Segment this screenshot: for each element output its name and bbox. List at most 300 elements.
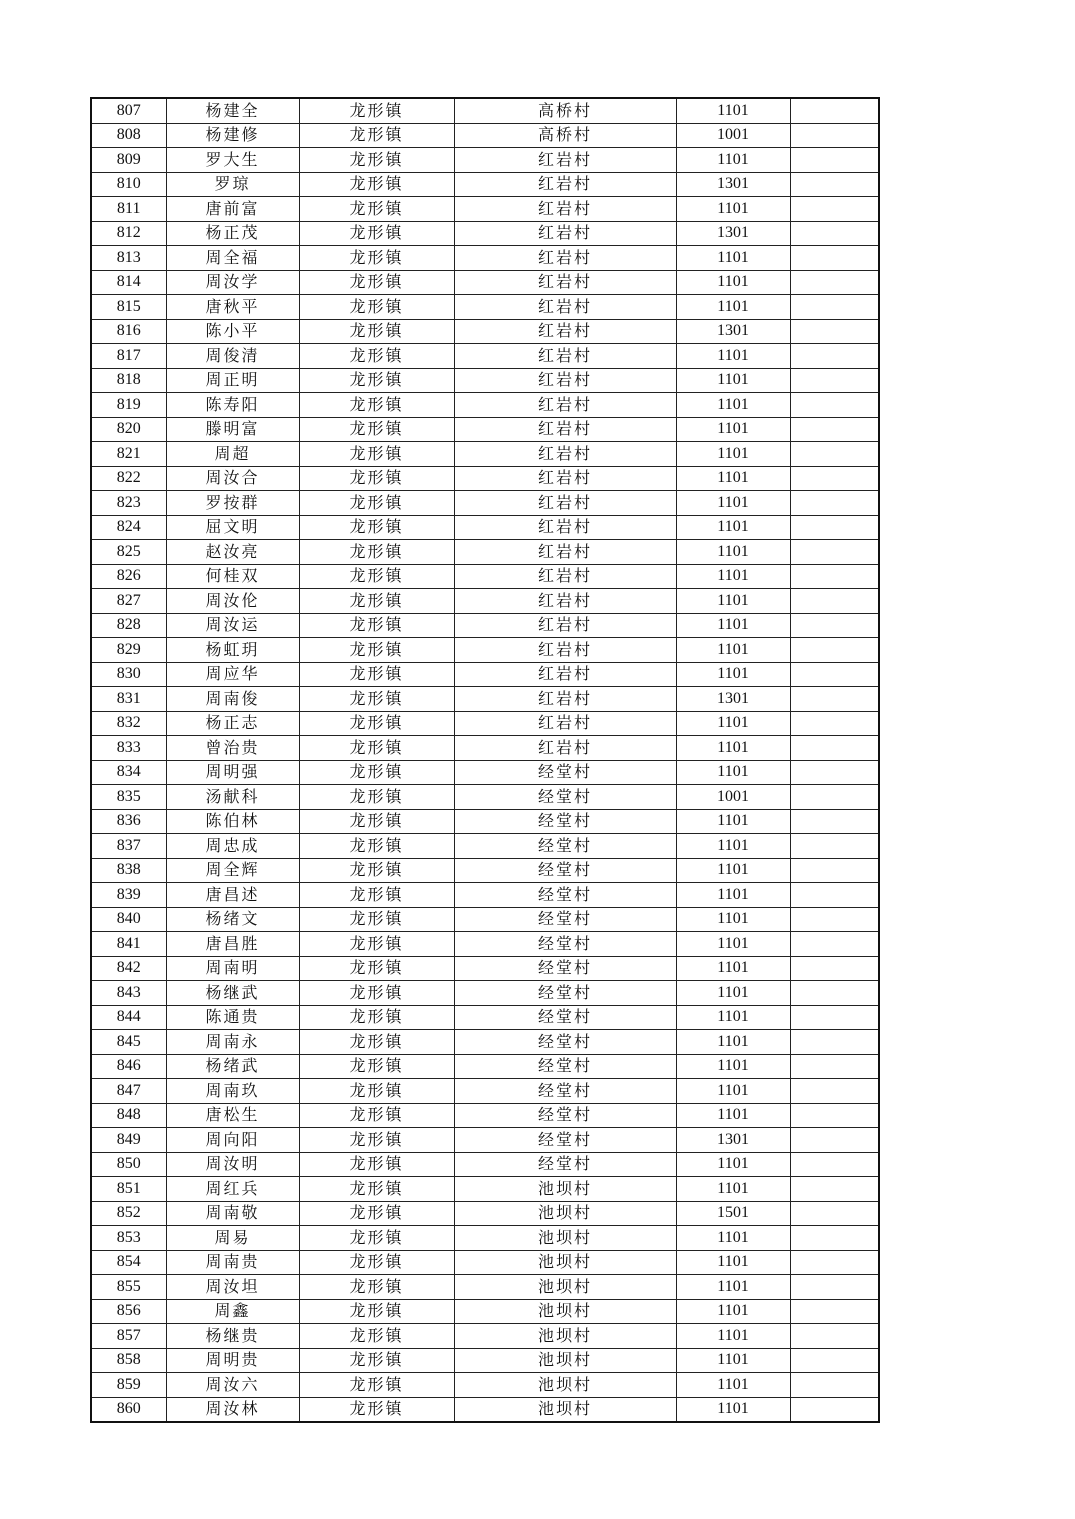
table-row (91, 417, 879, 442)
cell-village: 红岩村 (454, 711, 676, 736)
cell-code: 1101 (676, 809, 790, 834)
cell-number: 829 (91, 638, 166, 663)
table-row (91, 295, 879, 320)
cell-code: 1301 (676, 319, 790, 344)
cell-town: 龙形镇 (299, 1079, 454, 1104)
cell-town: 龙形镇 (299, 760, 454, 785)
cell-number: 836 (91, 809, 166, 834)
cell-number: 840 (91, 907, 166, 932)
cell-code: 1101 (676, 662, 790, 687)
cell-town: 龙形镇 (299, 172, 454, 197)
cell-note (790, 1103, 879, 1128)
cell-village: 池坝村 (454, 1275, 676, 1300)
cell-town: 龙形镇 (299, 1103, 454, 1128)
cell-code: 1101 (676, 711, 790, 736)
cell-name: 唐昌述 (166, 883, 299, 908)
cell-name: 杨建全 (166, 98, 299, 123)
cell-town: 龙形镇 (299, 687, 454, 712)
cell-town: 龙形镇 (299, 1030, 454, 1055)
cell-village: 经堂村 (454, 785, 676, 810)
table-row (91, 785, 879, 810)
cell-number: 834 (91, 760, 166, 785)
cell-code: 1101 (676, 564, 790, 589)
cell-note (790, 393, 879, 418)
cell-name: 周南玖 (166, 1079, 299, 1104)
table-row (91, 809, 879, 834)
table-row (91, 1005, 879, 1030)
table-row (91, 736, 879, 761)
cell-code: 1101 (676, 834, 790, 859)
table-row (91, 907, 879, 932)
cell-number: 855 (91, 1275, 166, 1300)
cell-name: 周全福 (166, 246, 299, 271)
cell-note (790, 319, 879, 344)
cell-town: 龙形镇 (299, 1226, 454, 1251)
cell-code: 1101 (676, 613, 790, 638)
table-row (91, 393, 879, 418)
cell-note (790, 1373, 879, 1398)
cell-note (790, 295, 879, 320)
cell-village: 红岩村 (454, 589, 676, 614)
table-row (91, 466, 879, 491)
cell-village: 池坝村 (454, 1177, 676, 1202)
cell-code: 1101 (676, 1030, 790, 1055)
cell-code: 1101 (676, 1054, 790, 1079)
cell-code: 1001 (676, 123, 790, 148)
cell-number: 849 (91, 1128, 166, 1153)
cell-village: 池坝村 (454, 1250, 676, 1275)
cell-note (790, 564, 879, 589)
cell-town: 龙形镇 (299, 197, 454, 222)
cell-town: 龙形镇 (299, 466, 454, 491)
cell-name: 周忠成 (166, 834, 299, 859)
cell-name: 赵汝亮 (166, 540, 299, 565)
cell-name: 周南敬 (166, 1201, 299, 1226)
cell-town: 龙形镇 (299, 393, 454, 418)
cell-code: 1101 (676, 736, 790, 761)
cell-number: 854 (91, 1250, 166, 1275)
cell-code: 1101 (676, 148, 790, 173)
cell-number: 860 (91, 1397, 166, 1422)
cell-number: 813 (91, 246, 166, 271)
cell-note (790, 368, 879, 393)
cell-name: 何桂双 (166, 564, 299, 589)
cell-town: 龙形镇 (299, 540, 454, 565)
cell-town: 龙形镇 (299, 123, 454, 148)
cell-town: 龙形镇 (299, 564, 454, 589)
cell-village: 红岩村 (454, 736, 676, 761)
cell-name: 周明强 (166, 760, 299, 785)
cell-village: 经堂村 (454, 760, 676, 785)
cell-village: 经堂村 (454, 1152, 676, 1177)
cell-note (790, 270, 879, 295)
cell-number: 843 (91, 981, 166, 1006)
cell-village: 经堂村 (454, 883, 676, 908)
cell-number: 818 (91, 368, 166, 393)
cell-code: 1301 (676, 1128, 790, 1153)
cell-code: 1101 (676, 393, 790, 418)
cell-note (790, 1275, 879, 1300)
cell-note (790, 662, 879, 687)
cell-note (790, 956, 879, 981)
cell-note (790, 883, 879, 908)
table-row (91, 1030, 879, 1055)
cell-code: 1101 (676, 760, 790, 785)
cell-town: 龙形镇 (299, 1299, 454, 1324)
table-row (91, 1250, 879, 1275)
cell-village: 红岩村 (454, 638, 676, 663)
cell-name: 唐松生 (166, 1103, 299, 1128)
cell-number: 821 (91, 442, 166, 467)
cell-note (790, 1030, 879, 1055)
cell-town: 龙形镇 (299, 221, 454, 246)
cell-village: 红岩村 (454, 613, 676, 638)
cell-town: 龙形镇 (299, 1177, 454, 1202)
cell-village: 红岩村 (454, 368, 676, 393)
cell-code: 1301 (676, 687, 790, 712)
cell-town: 龙形镇 (299, 417, 454, 442)
cell-code: 1101 (676, 883, 790, 908)
cell-note (790, 1348, 879, 1373)
cell-number: 853 (91, 1226, 166, 1251)
cell-number: 830 (91, 662, 166, 687)
table-row (91, 760, 879, 785)
cell-code: 1101 (676, 417, 790, 442)
cell-code: 1101 (676, 1103, 790, 1128)
cell-number: 837 (91, 834, 166, 859)
table-row (91, 956, 879, 981)
cell-number: 807 (91, 98, 166, 123)
cell-town: 龙形镇 (299, 1054, 454, 1079)
cell-village: 红岩村 (454, 319, 676, 344)
cell-village: 经堂村 (454, 1103, 676, 1128)
table-row (91, 344, 879, 369)
cell-note (790, 1201, 879, 1226)
table-row (91, 1324, 879, 1349)
cell-village: 红岩村 (454, 515, 676, 540)
cell-town: 龙形镇 (299, 907, 454, 932)
cell-name: 唐前富 (166, 197, 299, 222)
cell-number: 815 (91, 295, 166, 320)
cell-note (790, 809, 879, 834)
table-row (91, 246, 879, 271)
cell-village: 经堂村 (454, 956, 676, 981)
cell-code: 1101 (676, 1005, 790, 1030)
data-table (90, 97, 880, 1423)
table-row (91, 368, 879, 393)
table-row (91, 148, 879, 173)
cell-code: 1101 (676, 98, 790, 123)
cell-name: 周俊清 (166, 344, 299, 369)
cell-town: 龙形镇 (299, 711, 454, 736)
cell-village: 红岩村 (454, 417, 676, 442)
table-row (91, 1103, 879, 1128)
table-row (91, 589, 879, 614)
cell-name: 杨继贵 (166, 1324, 299, 1349)
table-row (91, 491, 879, 516)
table-row (91, 442, 879, 467)
cell-note (790, 1054, 879, 1079)
cell-town: 龙形镇 (299, 956, 454, 981)
cell-number: 847 (91, 1079, 166, 1104)
cell-village: 红岩村 (454, 246, 676, 271)
cell-note (790, 1152, 879, 1177)
cell-town: 龙形镇 (299, 98, 454, 123)
cell-village: 池坝村 (454, 1397, 676, 1422)
table-row (91, 540, 879, 565)
cell-note (790, 1226, 879, 1251)
cell-code: 1101 (676, 466, 790, 491)
cell-number: 859 (91, 1373, 166, 1398)
cell-name: 杨继武 (166, 981, 299, 1006)
cell-name: 周汝林 (166, 1397, 299, 1422)
cell-village: 红岩村 (454, 442, 676, 467)
cell-code: 1101 (676, 1152, 790, 1177)
cell-name: 周汝学 (166, 270, 299, 295)
cell-note (790, 858, 879, 883)
cell-village: 红岩村 (454, 491, 676, 516)
cell-town: 龙形镇 (299, 932, 454, 957)
cell-name: 周汝合 (166, 466, 299, 491)
cell-village: 红岩村 (454, 540, 676, 565)
cell-code: 1101 (676, 197, 790, 222)
cell-name: 周向阳 (166, 1128, 299, 1153)
cell-number: 852 (91, 1201, 166, 1226)
cell-code: 1001 (676, 785, 790, 810)
table-row (91, 515, 879, 540)
cell-number: 848 (91, 1103, 166, 1128)
cell-town: 龙形镇 (299, 883, 454, 908)
cell-number: 825 (91, 540, 166, 565)
cell-note (790, 540, 879, 565)
cell-village: 经堂村 (454, 1054, 676, 1079)
cell-village: 经堂村 (454, 1005, 676, 1030)
cell-town: 龙形镇 (299, 270, 454, 295)
cell-town: 龙形镇 (299, 809, 454, 834)
cell-note (790, 98, 879, 123)
cell-name: 周汝明 (166, 1152, 299, 1177)
cell-note (790, 760, 879, 785)
cell-code: 1101 (676, 1324, 790, 1349)
cell-name: 周南明 (166, 956, 299, 981)
cell-note (790, 981, 879, 1006)
cell-number: 824 (91, 515, 166, 540)
cell-number: 809 (91, 148, 166, 173)
cell-village: 经堂村 (454, 834, 676, 859)
cell-name: 周明贵 (166, 1348, 299, 1373)
table-row (91, 858, 879, 883)
cell-name: 陈寿阳 (166, 393, 299, 418)
cell-village: 红岩村 (454, 295, 676, 320)
cell-name: 周应华 (166, 662, 299, 687)
cell-number: 816 (91, 319, 166, 344)
cell-name: 周汝伦 (166, 589, 299, 614)
table-row (91, 1128, 879, 1153)
cell-note (790, 491, 879, 516)
cell-village: 高桥村 (454, 123, 676, 148)
cell-number: 808 (91, 123, 166, 148)
cell-code: 1101 (676, 907, 790, 932)
cell-note (790, 466, 879, 491)
cell-town: 龙形镇 (299, 295, 454, 320)
table-row (91, 319, 879, 344)
cell-number: 839 (91, 883, 166, 908)
cell-name: 杨正茂 (166, 221, 299, 246)
cell-note (790, 907, 879, 932)
cell-number: 833 (91, 736, 166, 761)
cell-name: 唐昌胜 (166, 932, 299, 957)
cell-code: 1101 (676, 344, 790, 369)
cell-village: 经堂村 (454, 1128, 676, 1153)
cell-name: 周易 (166, 1226, 299, 1251)
cell-note (790, 246, 879, 271)
cell-note (790, 1397, 879, 1422)
cell-code: 1101 (676, 540, 790, 565)
table-row (91, 662, 879, 687)
cell-note (790, 1250, 879, 1275)
cell-code: 1101 (676, 981, 790, 1006)
cell-name: 罗大生 (166, 148, 299, 173)
cell-number: 812 (91, 221, 166, 246)
cell-code: 1101 (676, 491, 790, 516)
cell-code: 1101 (676, 368, 790, 393)
cell-number: 811 (91, 197, 166, 222)
cell-name: 罗按群 (166, 491, 299, 516)
cell-name: 杨绪文 (166, 907, 299, 932)
cell-name: 杨建修 (166, 123, 299, 148)
cell-village: 红岩村 (454, 344, 676, 369)
cell-village: 池坝村 (454, 1201, 676, 1226)
cell-name: 周汝运 (166, 613, 299, 638)
cell-number: 851 (91, 1177, 166, 1202)
cell-village: 红岩村 (454, 466, 676, 491)
cell-note (790, 932, 879, 957)
cell-town: 龙形镇 (299, 246, 454, 271)
cell-code: 1101 (676, 1348, 790, 1373)
cell-note (790, 1128, 879, 1153)
cell-name: 周南俊 (166, 687, 299, 712)
cell-village: 经堂村 (454, 809, 676, 834)
cell-town: 龙形镇 (299, 785, 454, 810)
cell-code: 1101 (676, 515, 790, 540)
cell-name: 周汝坦 (166, 1275, 299, 1300)
table-row (91, 1177, 879, 1202)
table-row (91, 638, 879, 663)
cell-number: 838 (91, 858, 166, 883)
cell-note (790, 148, 879, 173)
cell-village: 高桥村 (454, 98, 676, 123)
table-row (91, 564, 879, 589)
table-row (91, 98, 879, 123)
cell-number: 827 (91, 589, 166, 614)
cell-village: 红岩村 (454, 148, 676, 173)
cell-note (790, 589, 879, 614)
cell-name: 滕明富 (166, 417, 299, 442)
cell-name: 周鑫 (166, 1299, 299, 1324)
table-row (91, 1226, 879, 1251)
cell-village: 红岩村 (454, 564, 676, 589)
table-row (91, 270, 879, 295)
cell-name: 周南贵 (166, 1250, 299, 1275)
cell-code: 1101 (676, 1177, 790, 1202)
cell-name: 周正明 (166, 368, 299, 393)
cell-note (790, 687, 879, 712)
cell-town: 龙形镇 (299, 1348, 454, 1373)
cell-town: 龙形镇 (299, 736, 454, 761)
cell-code: 1101 (676, 1275, 790, 1300)
cell-code: 1501 (676, 1201, 790, 1226)
cell-code: 1101 (676, 1397, 790, 1422)
cell-code: 1101 (676, 270, 790, 295)
cell-town: 龙形镇 (299, 1275, 454, 1300)
cell-town: 龙形镇 (299, 1324, 454, 1349)
cell-name: 汤献科 (166, 785, 299, 810)
cell-note (790, 711, 879, 736)
cell-village: 池坝村 (454, 1324, 676, 1349)
table-row (91, 197, 879, 222)
cell-town: 龙形镇 (299, 981, 454, 1006)
table-row (91, 1275, 879, 1300)
cell-number: 826 (91, 564, 166, 589)
cell-name: 周南永 (166, 1030, 299, 1055)
cell-name: 罗琼 (166, 172, 299, 197)
cell-note (790, 1005, 879, 1030)
cell-town: 龙形镇 (299, 1152, 454, 1177)
table-row (91, 981, 879, 1006)
cell-name: 周全辉 (166, 858, 299, 883)
cell-town: 龙形镇 (299, 442, 454, 467)
cell-number: 835 (91, 785, 166, 810)
table-row (91, 172, 879, 197)
table-row (91, 711, 879, 736)
table-row (91, 932, 879, 957)
cell-village: 红岩村 (454, 687, 676, 712)
cell-number: 845 (91, 1030, 166, 1055)
cell-town: 龙形镇 (299, 1397, 454, 1422)
cell-number: 841 (91, 932, 166, 957)
cell-village: 经堂村 (454, 981, 676, 1006)
cell-name: 陈小平 (166, 319, 299, 344)
cell-code: 1101 (676, 956, 790, 981)
cell-village: 经堂村 (454, 907, 676, 932)
cell-number: 814 (91, 270, 166, 295)
cell-number: 857 (91, 1324, 166, 1349)
cell-village: 红岩村 (454, 393, 676, 418)
cell-number: 823 (91, 491, 166, 516)
cell-code: 1101 (676, 442, 790, 467)
cell-code: 1101 (676, 589, 790, 614)
cell-number: 856 (91, 1299, 166, 1324)
cell-name: 屈文明 (166, 515, 299, 540)
cell-village: 池坝村 (454, 1348, 676, 1373)
cell-code: 1101 (676, 1226, 790, 1251)
table-row (91, 883, 879, 908)
cell-town: 龙形镇 (299, 515, 454, 540)
cell-town: 龙形镇 (299, 1250, 454, 1275)
cell-code: 1101 (676, 932, 790, 957)
table-row (91, 834, 879, 859)
table-row (91, 687, 879, 712)
cell-number: 819 (91, 393, 166, 418)
table-row (91, 1079, 879, 1104)
cell-note (790, 1299, 879, 1324)
cell-name: 周红兵 (166, 1177, 299, 1202)
cell-town: 龙形镇 (299, 1128, 454, 1153)
cell-code: 1101 (676, 295, 790, 320)
table-row (91, 1299, 879, 1324)
cell-note (790, 613, 879, 638)
table-row (91, 613, 879, 638)
